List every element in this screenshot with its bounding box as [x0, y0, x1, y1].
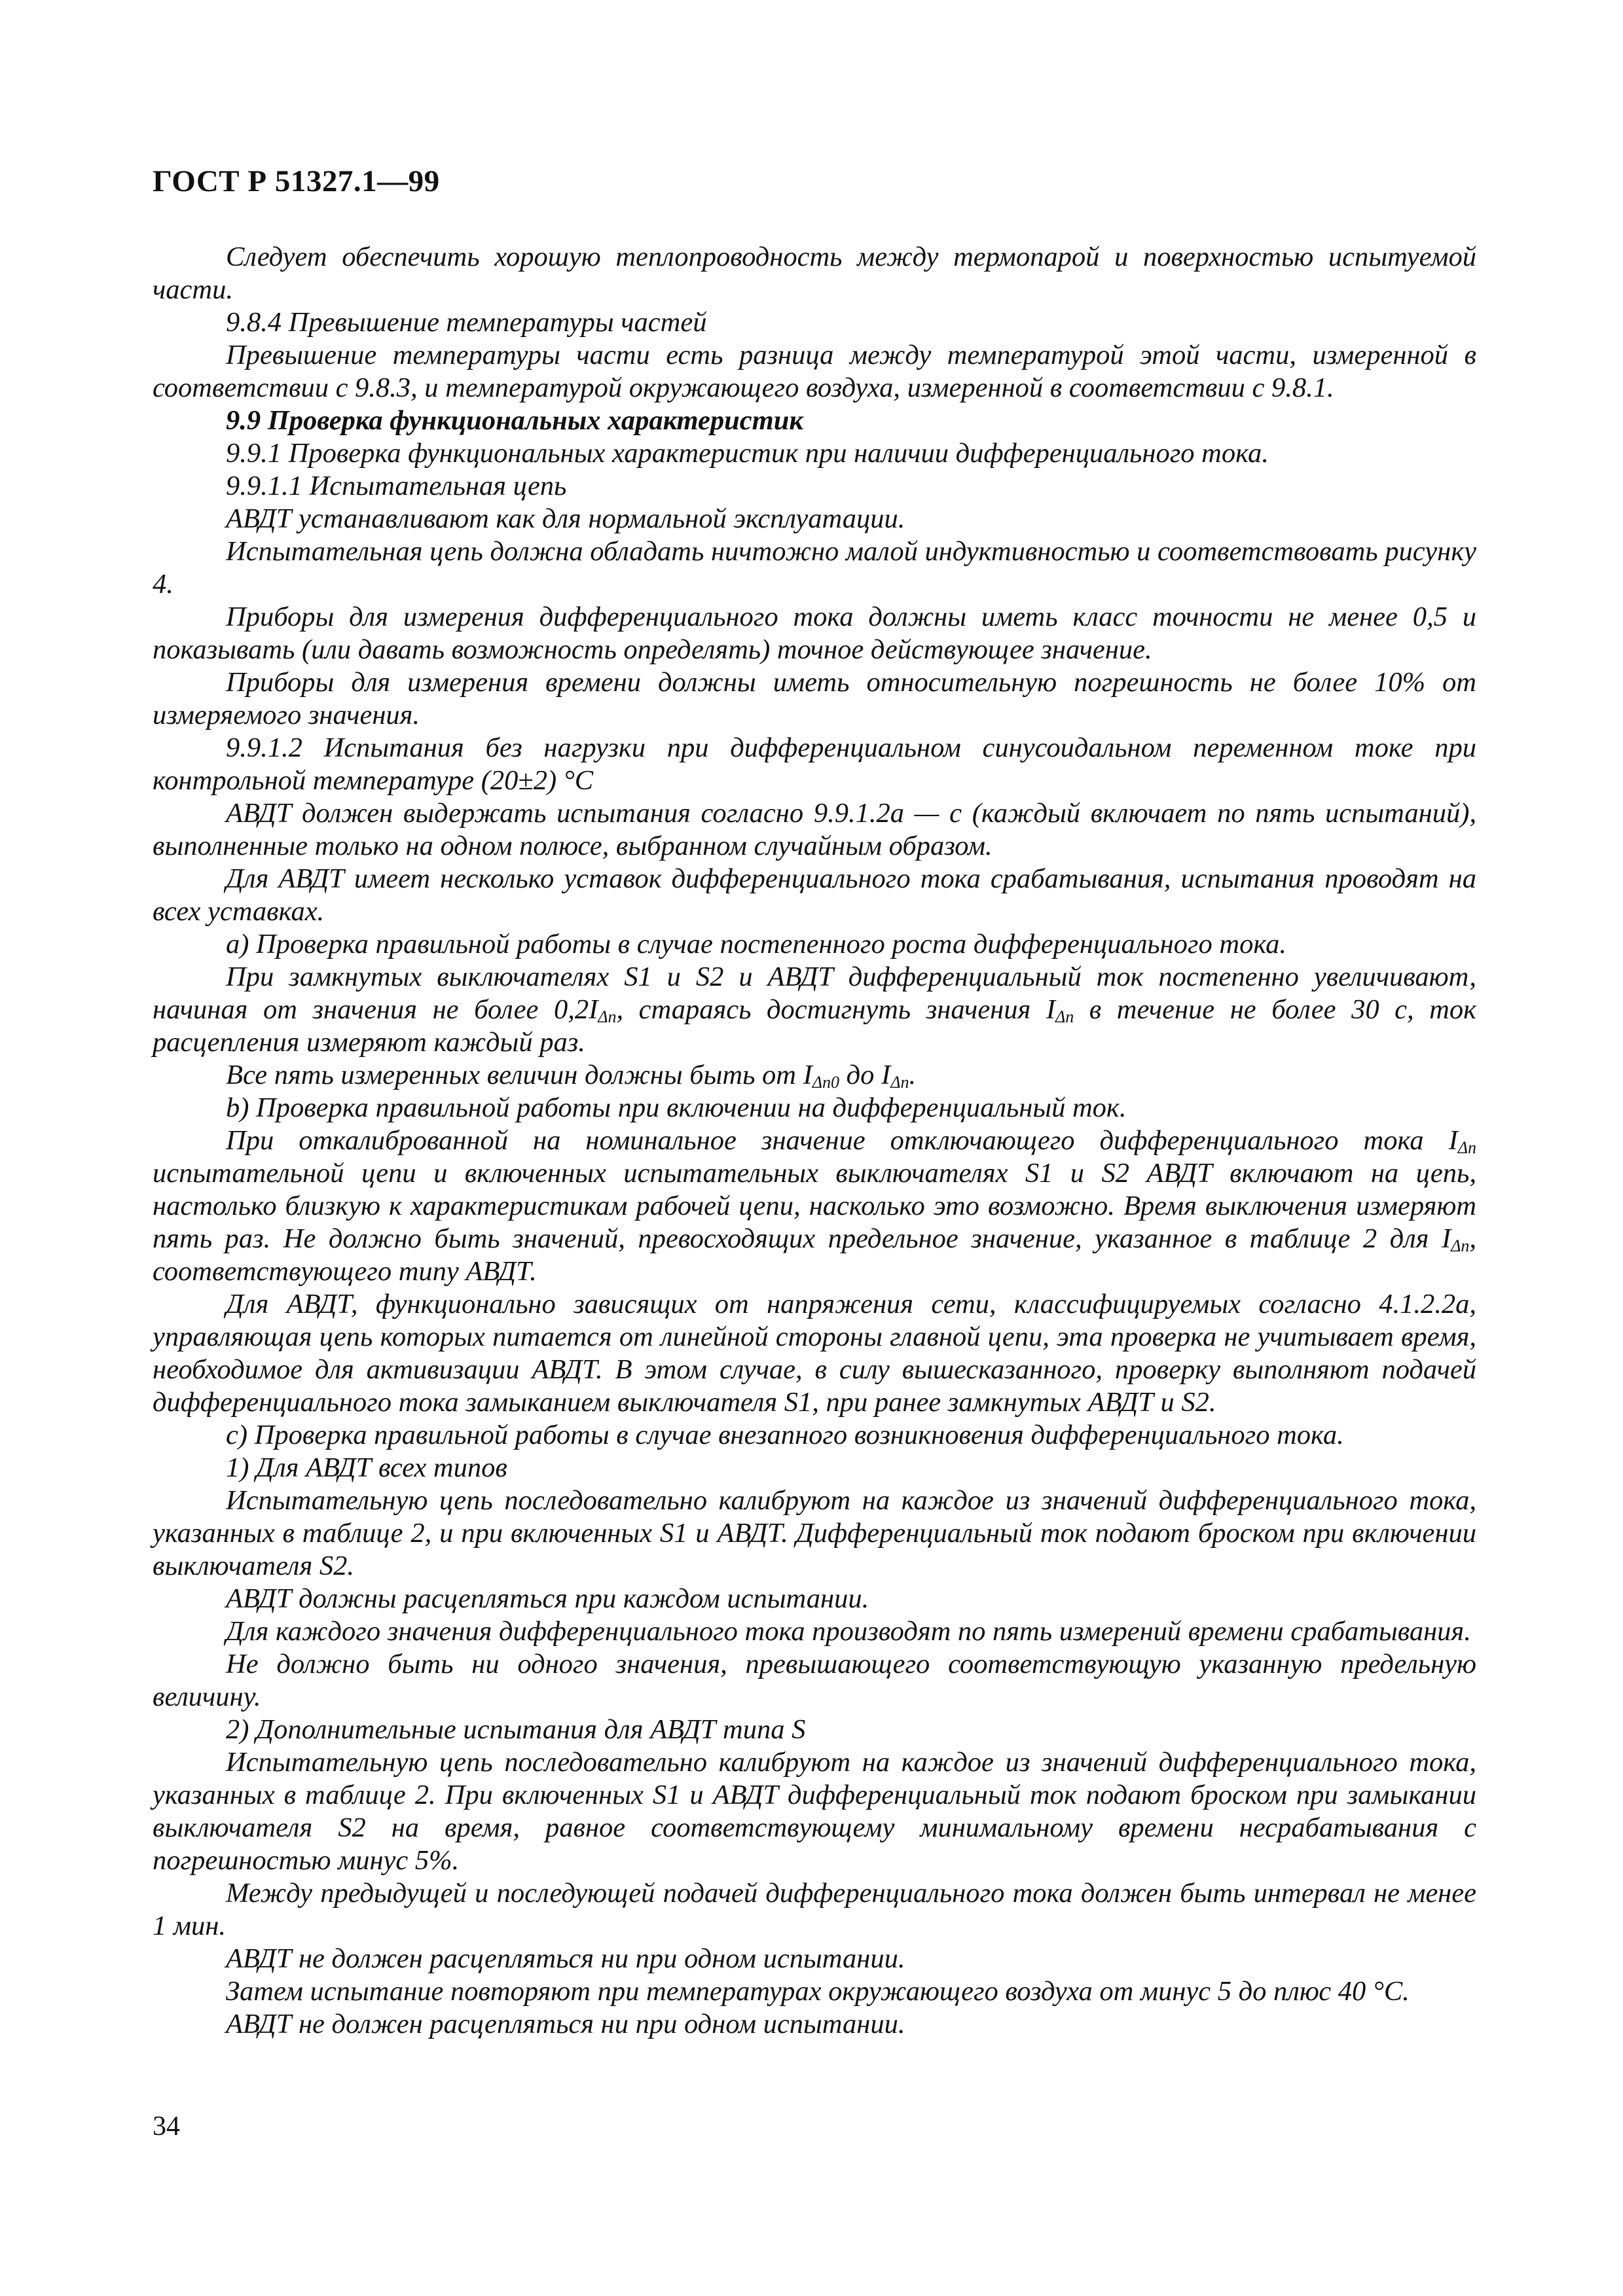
section-heading: 9.9.1 Проверка функциональных характеристик при наличии дифференциального тока.: [226, 438, 1269, 469]
document-body: [153, 241, 1476, 2041]
subscript: Δn: [598, 1007, 617, 1026]
paragraph: Не должно быть ни одного значения, превышающего соответствующую указанную предельную величину.: [153, 1649, 1476, 1712]
subscript: Δn: [1451, 1236, 1470, 1255]
text-run: При замкнутых выключателях S1 и S2 и АВДТ дифференциальный ток постепенно увеличивают, начиная от значения не более 0,2I: [153, 961, 1476, 1025]
paragraph: Испытательную цепь последовательно калибруют на каждое из значений дифференциального тока, указанных в таблице 2, и при включенных S1 и АВДТ. Дифференциальный ток подают броском при включении выключателя S2.: [153, 1485, 1476, 1581]
list-item: b) Проверка правильной работы при включении на дифференциальный ток.: [226, 1092, 1127, 1123]
paragraph: Приборы для измерения дифференциального тока должны иметь класс точности не менее 0,5 и показывать (или давать возможность определять) точное действующее значение.: [153, 601, 1476, 665]
paragraph: Для АВДТ имеет несколько уставок дифференциального тока срабатывания, испытания проводят на всех уставках.: [153, 863, 1476, 927]
text-run: в течение не более 30 с, ток расцепления измеряют каждый раз.: [153, 994, 1476, 1058]
paragraph: Испытательная цепь должна обладать ничтожно малой индуктивностью и соответствовать рисунку 4.: [153, 536, 1476, 600]
document-header: ГОСТ Р 51327.1—99: [153, 164, 440, 198]
paragraph: Для каждого значения дифференциального тока производят по пять измерений времени срабатывания.: [226, 1616, 1471, 1647]
text-run: .: [909, 1060, 917, 1090]
section-heading: 9.9.1.2 Испытания без нагрузки при дифференциальном синусоидальном переменном токе при контрольной температуре (20±2) °С: [153, 732, 1476, 796]
text-run: Все пять измеренных величин должны быть от I: [226, 1060, 812, 1090]
paragraph: Для АВДТ, функционально зависящих от напряжения сети, классифицируемых согласно 4.1.2.2а, управляющая цепь которых питается от линейной стороны главной цепи, эта проверка не учитывает время, необходимое для активизации АВДТ. В этом случае, в силу вышесказанного, проверку выполняют подачей дифференциального тока замыканием выключателя S1, при ранее замкнутых АВДТ и S2.: [153, 1289, 1476, 1418]
text-run: до I: [839, 1060, 891, 1090]
list-item: а) Проверка правильной работы в случае постепенного роста дифференциального тока.: [226, 929, 1287, 960]
subscript: Δn: [890, 1073, 909, 1092]
text-run: , соответствующего типу АВДТ.: [153, 1223, 1476, 1287]
paragraph: АВДТ устанавливают как для нормальной эксплуатации.: [226, 503, 905, 534]
section-heading: 9.8.4 Превышение температуры частей: [226, 307, 707, 338]
paragraph: Приборы для измерения времени должны иметь относительную погрешность не более 10% от измеряемого значения.: [153, 667, 1476, 730]
subscript: Δn: [1457, 1138, 1476, 1157]
section-heading: 9.9.1.1 Испытательная цепь: [226, 471, 567, 501]
paragraph: [153, 961, 1476, 1059]
subscript: Δn0: [812, 1073, 840, 1092]
subscript: Δn: [1055, 1007, 1074, 1026]
text-run: испытательной цепи и включенных испытательных выключателях S1 и S2 АВДТ включают на цепь, настолько близкую к характеристикам рабочей цепи, насколько это возможно. Время выключения измеряют пять раз. Не должно быть значений, превосходящих предельное значение, указанное в таблице 2 для I: [153, 1158, 1476, 1254]
paragraph: Превышение температуры части есть разница между температурой этой части, измеренной в соответствии с 9.8.3, и температурой окружающего воздуха, измеренной в соответствии с 9.8.1.: [153, 340, 1476, 403]
paragraph: [153, 1059, 1476, 1092]
list-item: с) Проверка правильной работы в случае внезапного возникновения дифференциального тока.: [226, 1420, 1344, 1450]
paragraph: Испытательную цепь последовательно калибруют на каждое из значений дифференциального тока, указанных в таблице 2. При включенных S1 и АВДТ дифференциальный ток подают броском при замыкании выключателя S2 на время, равное соответствующему минимальному времени несрабатывания с погрешностью минус 5%.: [153, 1747, 1476, 1876]
section-heading-bold: 9.9 Проверка функциональных характеристик: [226, 405, 803, 436]
paragraph: Следует обеспечить хорошую теплопроводность между термопарой и поверхностью испытуемой части.: [153, 242, 1476, 305]
paragraph: Затем испытание повторяют при температурах окружающего воздуха от минус 5 до плюс 40 °С.: [226, 1976, 1410, 2007]
list-item: 1) Для АВДТ всех типов: [226, 1452, 507, 1483]
text-run: , стараясь достигнуть значения I: [616, 994, 1055, 1025]
paragraph: АВДТ должен выдержать испытания согласно 9.9.1.2а — с (каждый включает по пять испытаний), выполненные только на одном полюсе, выбранном случайным образом.: [153, 798, 1476, 861]
paragraph: АВДТ не должен расцепляться ни при одном испытании.: [226, 1943, 905, 1974]
page-number: 34: [153, 2111, 180, 2142]
paragraph: [153, 1124, 1476, 1288]
paragraph: АВДТ должны расцепляться при каждом испытании.: [226, 1583, 869, 1614]
text-run: При откалиброванной на номинальное значение отключающего дифференциального тока I: [226, 1125, 1458, 1156]
paragraph: Между предыдущей и последующей подачей дифференциального тока должен быть интервал не менее 1 мин.: [153, 1878, 1476, 1941]
paragraph: АВДТ не должен расцепляться ни при одном испытании.: [226, 2009, 905, 2039]
list-item: 2) Дополнительные испытания для АВДТ типа S: [226, 1714, 806, 1745]
